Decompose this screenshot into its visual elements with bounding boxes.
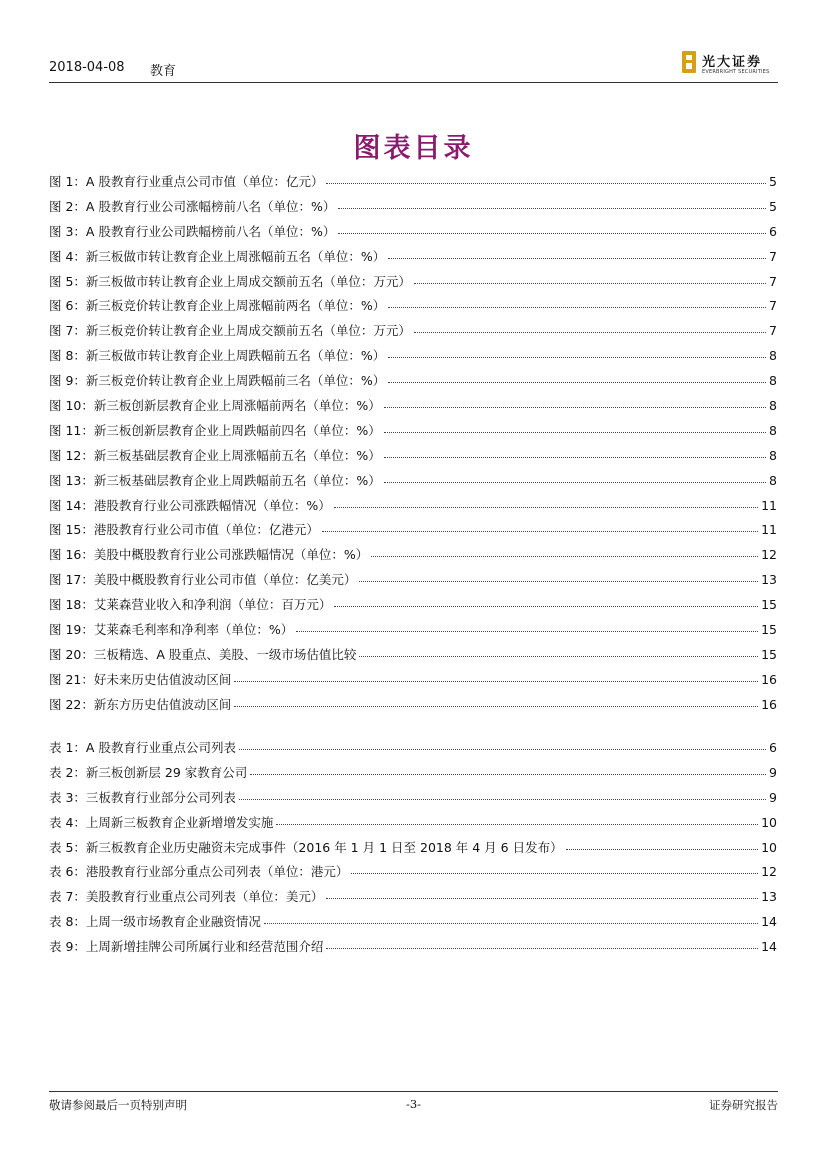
toc-entry[interactable] [49, 937, 777, 962]
toc-entry-label[interactable]: 图 10：新三板创新层教育企业上周涨幅前两名（单位：%） [49, 398, 381, 414]
toc-entry-label[interactable]: 表 6：港股教育行业部分重点公司列表（单位：港元） [49, 864, 349, 880]
toc-entry[interactable] [49, 446, 777, 471]
toc-entry[interactable] [49, 346, 777, 371]
footer-rule [49, 1091, 778, 1092]
toc-entry-page[interactable]: 16 [761, 696, 777, 712]
report-topic: 教育 [150, 64, 177, 79]
header-rule [49, 82, 778, 83]
toc-dot-leader [414, 282, 766, 284]
toc-dot-leader [351, 872, 758, 874]
toc-entry-page[interactable]: 8 [769, 422, 777, 438]
toc-entry-page[interactable]: 13 [761, 572, 777, 588]
toc-entry-page[interactable]: 15 [761, 622, 777, 638]
toc-entry-label[interactable]: 图 17：美股中概股教育行业公司市值（单位：亿美元） [49, 572, 357, 588]
toc-dot-leader [234, 705, 758, 707]
toc-entry-label[interactable]: 表 1：A 股教育行业重点公司列表 [49, 740, 236, 755]
toc-entry-page[interactable]: 7 [769, 323, 777, 339]
toc-entry-label[interactable]: 表 3：三板教育行业部分公司列表 [49, 789, 236, 805]
toc-entry[interactable] [49, 595, 777, 620]
toc-entry-label[interactable]: 图 20：三板精选、A 股重点、美股、一级市场估值比较 [49, 646, 357, 662]
toc-entry[interactable] [49, 496, 777, 521]
logo-name: 光大证券 [702, 55, 763, 70]
toc-entry[interactable] [49, 371, 777, 396]
toc-dot-leader [338, 232, 766, 234]
toc-entry[interactable] [49, 321, 777, 346]
toc-entry-label[interactable]: 表 2：新三板创新层 29 家教育公司 [49, 764, 248, 780]
toc-entry[interactable] [49, 763, 777, 788]
report-date: 2018-04-08 [49, 60, 125, 75]
toc-entry[interactable] [49, 247, 777, 272]
footer-disclaimer: 敬请参阅最后一页特别声明 [49, 1098, 187, 1112]
toc-entry[interactable] [49, 296, 777, 321]
toc-entry-page[interactable]: 5 [769, 174, 777, 189]
toc-entry-page[interactable]: 8 [769, 348, 777, 364]
toc-entry-label[interactable]: 图 8：新三板做市转让教育企业上周跌幅前五名（单位：%） [49, 348, 386, 364]
toc-entry-label[interactable]: 图 3：A 股教育行业公司跌幅榜前八名（单位：%） [49, 223, 336, 239]
toc-entry[interactable] [49, 838, 777, 863]
toc-entry-label[interactable]: 图 9：新三板竞价转让教育企业上周跌幅前三名（单位：%） [49, 373, 386, 389]
toc-entry-label[interactable]: 图 22：新东方历史估值波动区间 [49, 696, 232, 712]
toc-dot-leader [239, 798, 766, 800]
toc-dot-leader [334, 506, 758, 508]
toc-entry-page[interactable]: 10 [761, 814, 777, 830]
toc-entry[interactable] [49, 172, 777, 197]
toc-entry-label[interactable]: 图 14：港股教育行业公司涨跌幅情况（单位：%） [49, 497, 331, 513]
toc-entry[interactable] [49, 222, 777, 247]
page-footer [49, 1091, 778, 1121]
toc-dot-leader [359, 655, 758, 657]
toc-entry[interactable] [49, 887, 777, 912]
toc-entry-label[interactable]: 表 4：上周新三板教育企业新增增发实施 [49, 814, 274, 830]
toc-entry[interactable] [49, 788, 777, 813]
toc-entry-page[interactable]: 8 [769, 447, 777, 463]
company-logo [682, 51, 778, 81]
toc-entry[interactable] [49, 738, 777, 763]
page-header [49, 55, 778, 83]
toc-dot-leader [371, 555, 758, 557]
toc-entry-page[interactable]: 11 [761, 522, 777, 538]
toc-entry-page[interactable]: 15 [761, 646, 777, 662]
footer-report-type: 证券研究报告 [709, 1098, 778, 1112]
toc-dot-leader [338, 207, 766, 209]
toc-entry[interactable] [49, 862, 777, 887]
toc-entry-page[interactable]: 9 [769, 789, 777, 805]
toc-entry[interactable] [49, 620, 777, 645]
toc-entry-label[interactable]: 图 21：好未来历史估值波动区间 [49, 671, 232, 687]
toc-entry[interactable] [49, 645, 777, 670]
toc-dot-leader [239, 748, 766, 750]
toc-dot-leader [384, 456, 766, 458]
logo-mark-icon [682, 51, 696, 73]
toc-dot-leader [234, 680, 758, 682]
toc-entry-label[interactable]: 图 5：新三板做市转让教育企业上周成交额前五名（单位：万元） [49, 273, 411, 289]
toc-entry-page[interactable]: 14 [761, 914, 777, 930]
toc-entry-page[interactable]: 12 [761, 547, 777, 563]
toc-entry-label[interactable]: 图 2：A 股教育行业公司涨幅榜前八名（单位：%） [49, 198, 336, 214]
toc-entry[interactable] [49, 197, 777, 222]
toc-entry-label[interactable]: 图 15：港股教育行业公司市值（单位：亿港元） [49, 522, 319, 538]
table-index-list [49, 738, 777, 962]
toc-entry[interactable] [49, 520, 777, 545]
toc-entry[interactable] [49, 421, 777, 446]
toc-entry-label[interactable]: 表 9：上周新增挂牌公司所属行业和经营范围介绍 [49, 939, 324, 955]
toc-entry-page[interactable]: 10 [761, 839, 777, 855]
toc-entry-label[interactable]: 表 7：美股教育行业重点公司列表（单位：美元） [49, 889, 324, 905]
toc-dot-leader [296, 630, 758, 632]
toc-entry-page[interactable]: 5 [769, 198, 777, 214]
toc-dot-leader [384, 431, 766, 433]
toc-entry-label[interactable]: 表 8：上周一级市场教育企业融资情况 [49, 914, 261, 930]
toc-entry[interactable] [49, 570, 777, 595]
toc-entry-label[interactable]: 表 5：新三板教育企业历史融资未完成事件（2016 年 1 月 1 日至 2018 年 4 月 6 日发布） [49, 839, 563, 855]
toc-dot-leader [388, 356, 766, 358]
figure-index-list [49, 172, 777, 720]
toc-dot-leader [264, 922, 758, 924]
toc-entry-page[interactable]: 6 [769, 223, 777, 239]
toc-entry-page[interactable]: 13 [761, 889, 777, 905]
toc-entry[interactable] [49, 272, 777, 297]
toc-entry[interactable] [49, 471, 777, 496]
toc-dot-leader [566, 848, 759, 850]
toc-entry-page[interactable]: 8 [769, 373, 777, 389]
toc-entry-page[interactable]: 8 [769, 472, 777, 488]
toc-entry-page[interactable]: 7 [769, 273, 777, 289]
toc-entry[interactable] [49, 545, 777, 570]
toc-entry-page[interactable]: 7 [769, 298, 777, 314]
toc-dot-leader [384, 406, 766, 408]
toc-entry-label[interactable]: 图 7：新三板竞价转让教育企业上周成交额前五名（单位：万元） [49, 323, 411, 339]
toc-dot-leader [388, 381, 766, 383]
toc-entry[interactable] [49, 813, 777, 838]
toc-entry[interactable] [49, 695, 777, 720]
toc-entry-label[interactable]: 图 6：新三板竞价转让教育企业上周涨幅前两名（单位：%） [49, 298, 386, 314]
toc-dot-leader [326, 182, 766, 184]
toc-entry-page[interactable]: 14 [761, 939, 777, 955]
toc-entry-page[interactable]: 6 [769, 740, 777, 755]
toc-dot-leader [384, 481, 766, 483]
toc-entry-label[interactable]: 图 1：A 股教育行业重点公司市值（单位：亿元） [49, 174, 324, 189]
toc-entry-page[interactable]: 9 [769, 764, 777, 780]
toc-entry-label[interactable]: 图 12：新三板基础层教育企业上周涨幅前五名（单位：%） [49, 447, 381, 463]
footer-page-number: -3- [405, 1097, 422, 1111]
toc-entry-page[interactable]: 15 [761, 597, 777, 613]
toc-entry[interactable] [49, 396, 777, 421]
toc-entry-label[interactable]: 图 4：新三板做市转让教育企业上周涨幅前五名（单位：%） [49, 248, 386, 264]
toc-dot-leader [326, 897, 758, 899]
toc-dot-leader [322, 530, 758, 532]
toc-dot-leader [359, 580, 758, 582]
toc-dot-leader [388, 257, 766, 259]
toc-dot-leader [414, 331, 766, 333]
toc-entry-page[interactable]: 8 [769, 398, 777, 414]
toc-dot-leader [326, 947, 758, 949]
toc-dot-leader [250, 773, 766, 775]
toc-entry-label[interactable]: 图 19：艾莱森毛利率和净利率（单位：%） [49, 622, 294, 638]
page-title: 图表目录 [353, 133, 474, 164]
toc-entry[interactable] [49, 912, 777, 937]
toc-entry[interactable] [49, 670, 777, 695]
toc-entry-label[interactable]: 图 11：新三板创新层教育企业上周跌幅前四名（单位：%） [49, 422, 381, 438]
toc-entry-label[interactable]: 图 16：美股中概股教育行业公司涨跌幅情况（单位：%） [49, 547, 369, 563]
toc-entry-page[interactable]: 7 [769, 248, 777, 264]
toc-dot-leader [334, 605, 758, 607]
logo-english-name: EVERBRIGHT SECURITIES [702, 69, 770, 75]
toc-entry-page[interactable]: 11 [761, 497, 777, 513]
toc-entry-page[interactable]: 12 [761, 864, 777, 880]
toc-dot-leader [388, 306, 766, 308]
toc-dot-leader [276, 823, 758, 825]
toc-entry-label[interactable]: 图 13：新三板基础层教育企业上周跌幅前五名（单位：%） [49, 472, 381, 488]
toc-entry-label[interactable]: 图 18：艾莱森营业收入和净利润（单位：百万元） [49, 597, 332, 613]
toc-entry-page[interactable]: 16 [761, 671, 777, 687]
